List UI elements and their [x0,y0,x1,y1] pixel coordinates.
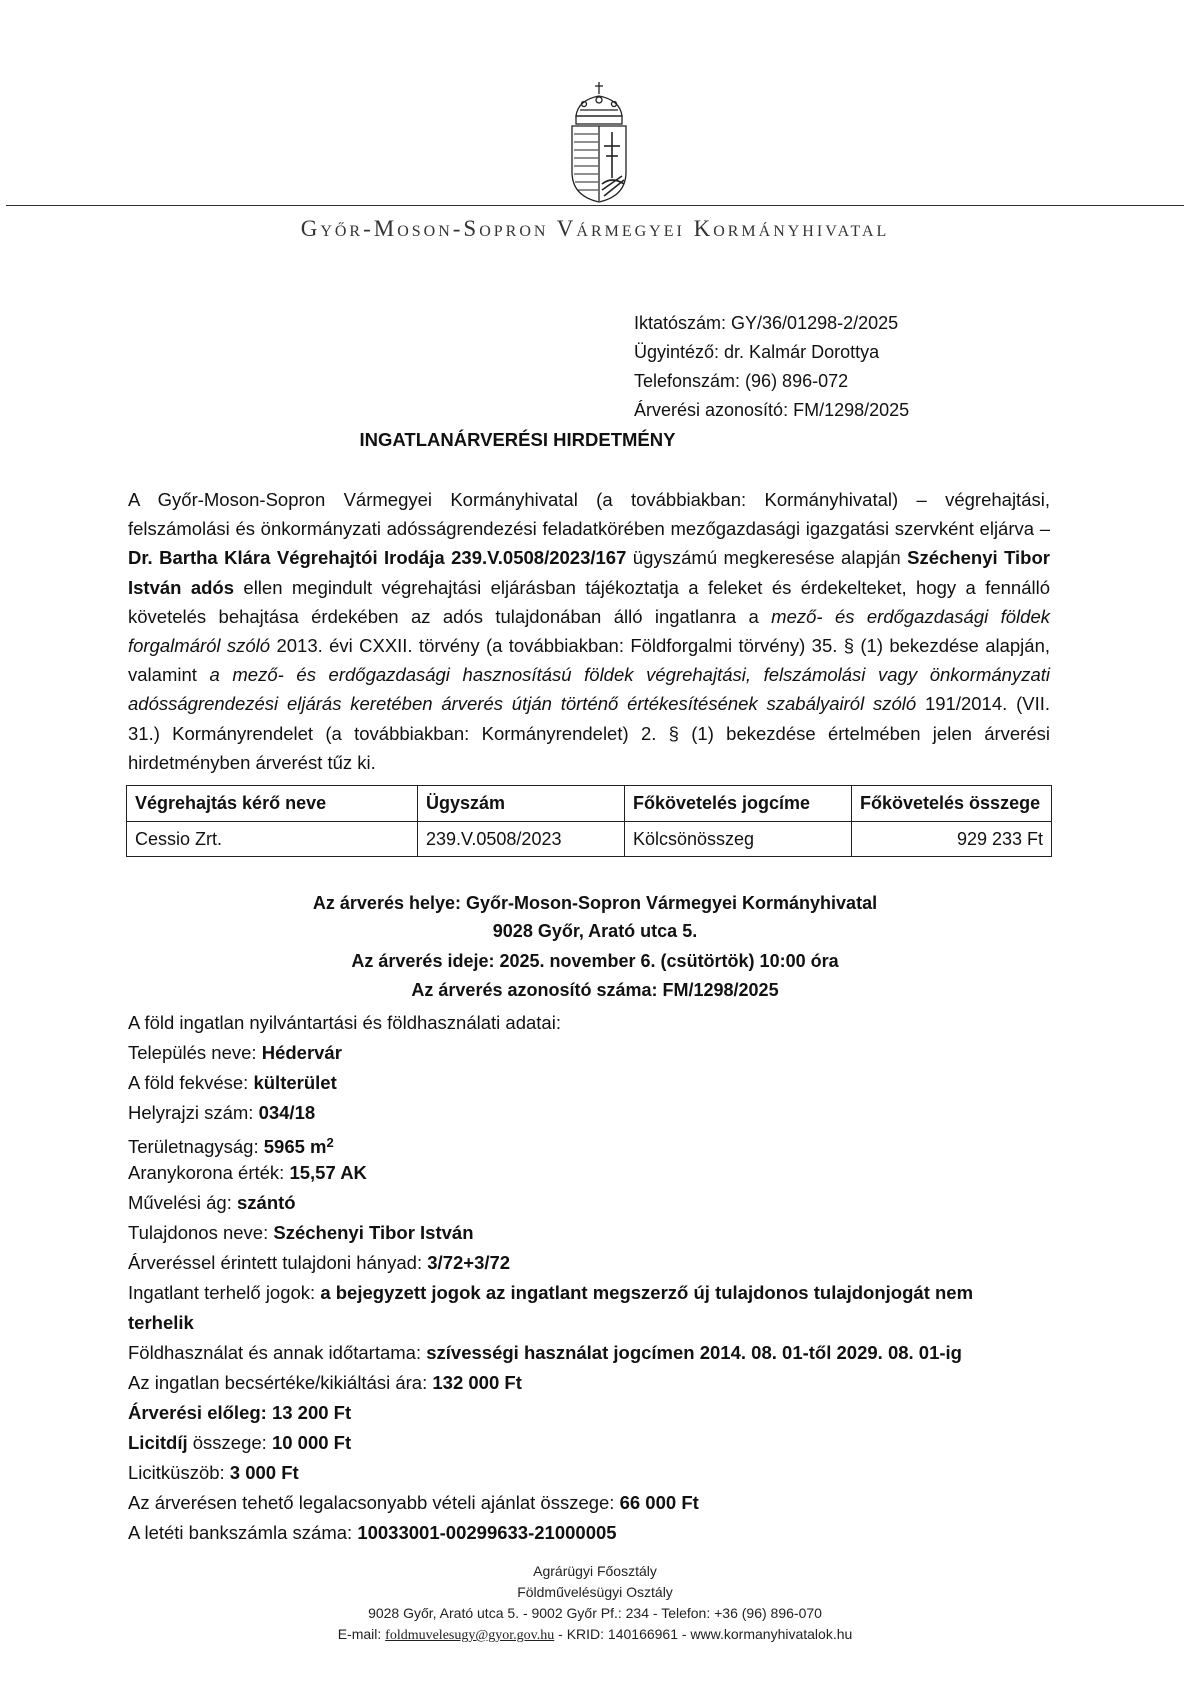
column-header: Ügyszám [418,786,625,822]
detail-area: Területnagyság: 5965 $m^2$ [128,1135,334,1157]
auction-address: 9028 Győr, Arató utca 5. [492,921,698,941]
footer-unit: Földművelésügyi Osztály [517,1584,673,1600]
footer-contact: E-mail: foldmuvelesugy@gyor.gov.hu - KRID: 140166961 - www.kormanyhivatalok.hu [337,1626,853,1643]
detail-gold-crown: Aranykorona érték: 15,57 AK [128,1162,367,1183]
detail-owner: Tulajdonos neve: Széchenyi Tibor István [128,1222,474,1243]
auction-id: Az árverés azonosító száma: FM/1298/2025 [411,980,779,1000]
registration-number: Iktatószám: GY/36/01298-2/2025 [634,313,899,333]
intro-paragraph: A Győr-Moson-Sopron Vármegyei Kormányhivatal (a továbbiakban: Kormányhivatal) – végrehajtási, felszámolási és önkormányzati adósságrendezési feladatkörében mezőgazdasági igazgatási szervként eljárva – Dr. Bartha Klára Végrehajtói Irodája 239.V.0508/2023/167 ügyszámú megkeresése alapján Széchenyi Tibor István adós ellen megindult végrehajtási eljárásban tájékoztatja a feleket és érdekelteket, hogy a fennálló követelés behajtása érdekében az adós tulajdonában álló ingatlanra a mező- és erdőgazdasági földek forgalmáról szóló 2013. évi CXXII. törvény (a továbbiakban: Földforgalmi törvény) 35. § (1) bekezdése alapján, valamint a mező- és erdőgazdasági hasznosítású földek végrehajtási, felszámolási vagy önkormányzati adósságrendezési eljárás keretében árverés útján történő értékesítésének szabályairól szóló 191/2014. (VII. 31.) Kormányrendelet (a továbbiakban: Kormányrendelet) 2. § (1) bekezdése értelmében jelen árverési hirdetményben árverést tűz ki. [128,489,1051,773]
detail-bid-fee: Licitdíj összege: 10 000 Ft [128,1432,352,1453]
footer-address: 9028 Győr, Arató utca 5. - 9002 Győr Pf.: 234 - Telefon: +36 (96) 896-070 [368,1605,822,1621]
column-header: Főkövetelés összege [852,786,1052,822]
details-heading: A föld ingatlan nyilvántartási és földhasználati adatai: [128,1012,561,1033]
table-cell: 239.V.0508/2023 [418,822,625,857]
email-link[interactable]: foldmuvelesugy@gyor.gov.hu [385,1628,555,1643]
detail-bank-account: A letéti bankszámla száma: 10033001-00299633-21000005 [128,1522,617,1543]
detail-settlement: Település neve: Hédervár [128,1042,342,1063]
table-row [127,822,1052,857]
detail-bid-step: Licitküszöb: 3 000 Ft [128,1462,299,1483]
column-header: Főkövetelés jogcíme [625,786,852,822]
auction-place: Az árverés helye: Győr-Moson-Sopron Vármegyei Kormányhivatal [312,893,878,913]
auction-time: Az árverés ideje: 2025. november 6. (csütörtök) 10:00 óra [351,951,839,971]
document-title: INGATLANÁRVERÉSI HIRDETMÉNY [359,429,676,450]
detail-price: Az ingatlan becsértéke/kikiáltási ára: 132 000 Ft [128,1372,522,1393]
detail-share: Árveréssel érintett tulajdoni hányad: 3/72+3/72 [128,1252,511,1273]
detail-rights: Ingatlant terhelő jogok: a bejegyzett jogok az ingatlant megszerző új tulajdonos tulajdonjogát nem terhelik [128,1282,974,1333]
table-cell: Cessio Zrt. [127,822,418,857]
detail-cultivation: Művelési ág: szántó [128,1192,296,1213]
detail-parcel: Helyrajzi szám: 034/18 [128,1102,316,1123]
detail-land-use: Földhasználat és annak időtartama: szívességi használat jogcímen 2014. 08. 01-től 2029. 08. 01-ig [128,1342,962,1363]
auction-identifier: Árverési azonosító: FM/1298/2025 [634,400,910,420]
table-cell: Kölcsönösszeg [625,822,852,857]
table-header-row [127,786,1052,822]
header-divider [6,205,1184,206]
office-name: Győr-Moson-Sopron Vármegyei Kormányhivatal [300,216,890,241]
coat-of-arms-icon [564,80,634,205]
claim-table [126,785,1052,857]
phone-number: Telefonszám: (96) 896-072 [634,371,849,391]
case-officer: Ügyintéző: dr. Kalmár Dorottya [634,342,880,362]
footer-department: Agrárügyi Főosztály [533,1563,657,1579]
column-header: Végrehajtás kérő neve [127,786,418,822]
detail-location: A föld fekvése: külterület [128,1072,337,1093]
table-cell: 929 233 Ft [852,822,1052,857]
detail-deposit: Árverési előleg: 13 200 Ft [128,1402,352,1423]
detail-min-offer: Az árverésen tehető legalacsonyabb vételi ajánlat összege: 66 000 Ft [128,1492,699,1513]
